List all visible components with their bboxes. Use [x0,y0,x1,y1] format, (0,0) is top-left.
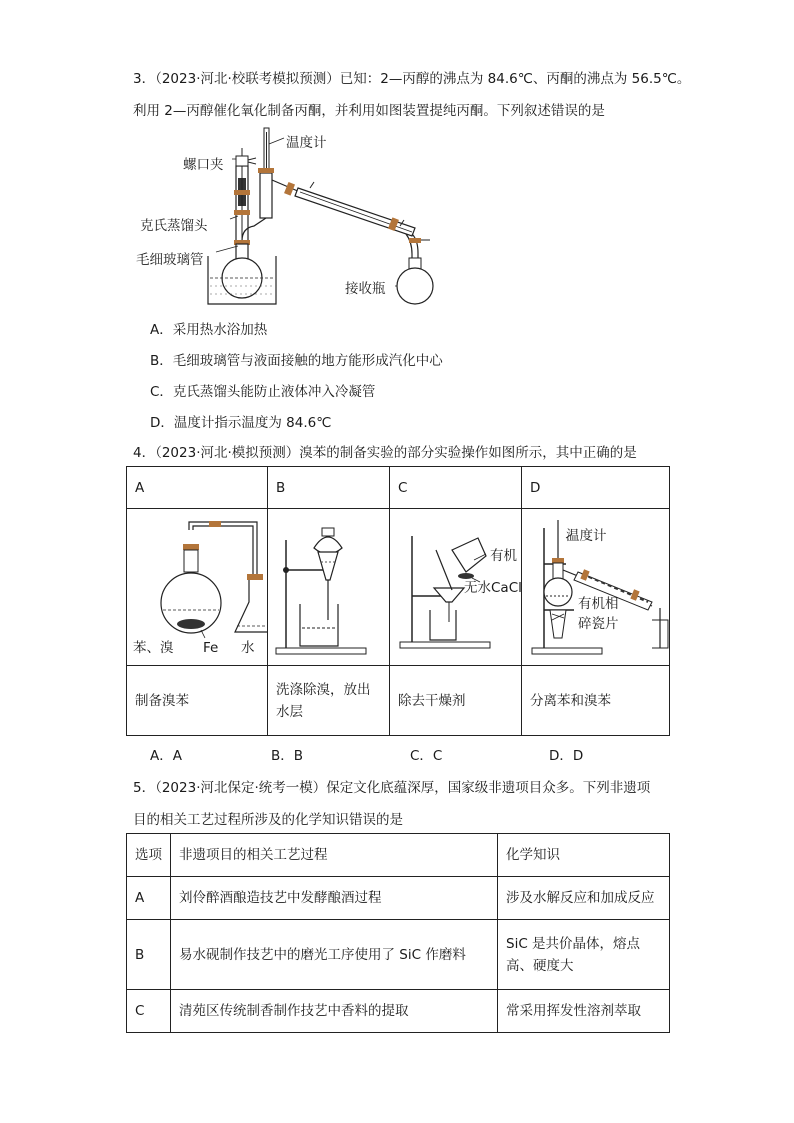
q5-row-process: 易水砚制作技艺中的磨光工序使用了 SiC 作磨料 [171,920,498,990]
q5-row-process: 清苑区传统制香制作技艺中香料的提取 [171,990,498,1033]
q4-stem: 4．（2023·河北·模拟预测）溴苯的制备实验的部分实验操作如图所示，其中正确的是 [133,445,637,461]
q5-header-option: 选项 [127,834,171,877]
q5-row-option: A [127,877,171,920]
q5-row-option: B [127,920,171,990]
q4-d-label-organic: 有机相 [578,596,619,612]
q5-row-knowledge: 常采用挥发性溶剂萃取 [498,990,670,1033]
q3-label-thermometer: 温度计 [286,135,327,151]
q4-figure-d-cell [522,509,670,666]
q4-a-label-water: 水 [241,640,255,656]
q4-header-b: B [268,467,390,509]
q4-choice-c: C．C [410,748,443,764]
q5-table [126,833,670,1033]
q4-table [126,466,670,736]
q4-d-label-chips: 碎瓷片 [578,616,619,632]
q4-caption-b: 洗涤除溴，放出水层 [268,666,390,736]
q4-caption-a: 制备溴苯 [127,666,268,736]
q3-stem-line1: 3．（2023·河北·校联考模拟预测）已知：2—丙醇的沸点为 84.6℃、丙酮的沸点为 56.5℃。 [133,71,691,87]
q4-caption-d: 分离苯和溴苯 [522,666,670,736]
q3-label-capillary: 毛细玻璃管 [136,252,204,268]
q5-header-process: 非遗项目的相关工艺过程 [171,834,498,877]
q3-label-claisen: 克氏蒸馏头 [140,218,208,234]
q5-header-row [127,834,670,877]
q4-header-a: A [127,467,268,509]
q5-row-knowledge: 涉及水解反应和加成反应 [498,877,670,920]
q3-option-a: A．采用热水浴加热 [150,322,268,338]
q5-row-option: C [127,990,171,1033]
q5-row-knowledge: SiC 是共价晶体，熔点高、硬度大 [498,920,670,990]
table-row [127,920,670,990]
q4-caption-c: 除去干燥剂 [390,666,522,736]
table-row [127,877,670,920]
q4-d-label-thermometer: 温度计 [566,528,607,544]
q4-c-label-organic: 有机 [490,548,517,564]
q4-choice-b: B．B [271,748,304,764]
q3-label-clamp: 螺口夹 [183,157,224,173]
q4-choice-a: A．A [150,748,182,764]
q4-a-label-reagents: 苯、溴 [133,640,174,656]
q3-label-receiver: 接收瓶 [345,281,386,297]
q4-figure-b [268,510,388,665]
q5-stem-line1: 5．（2023·河北保定·统考一模）保定文化底蕴深厚，国家级非遗项目众多。下列非遗项 [133,780,651,796]
q4-a-label-fe: Fe [203,640,219,656]
q4-c-label-drying: 无水CaCl [464,580,522,596]
q3-option-b: B．毛细玻璃管与液面接触的地方能形成汽化中心 [150,353,443,369]
q4-choice-d: D．D [549,748,584,764]
q3-option-c: C．克氏蒸馏头能防止液体冲入冷凝管 [150,384,376,400]
q5-row-process: 刘伶醉酒酿造技艺中发酵酿酒过程 [171,877,498,920]
q5-header-knowledge: 化学知识 [498,834,670,877]
q4-figure-a-cell [127,509,268,666]
q3-option-d: D．温度计指示温度为 84.6℃ [150,415,332,431]
q4-figure-c-cell [390,509,522,666]
q3-stem-line2: 利用 2—丙醇催化氧化制备丙酮，并利用如图装置提纯丙酮。下列叙述错误的是 [133,103,605,119]
q4-header-d: D [522,467,670,509]
q4-header-c: C [390,467,522,509]
q5-stem-line2: 目的相关工艺过程所涉及的化学知识错误的是 [133,812,403,828]
q4-figure-b-cell [268,509,390,666]
table-row [127,990,670,1033]
